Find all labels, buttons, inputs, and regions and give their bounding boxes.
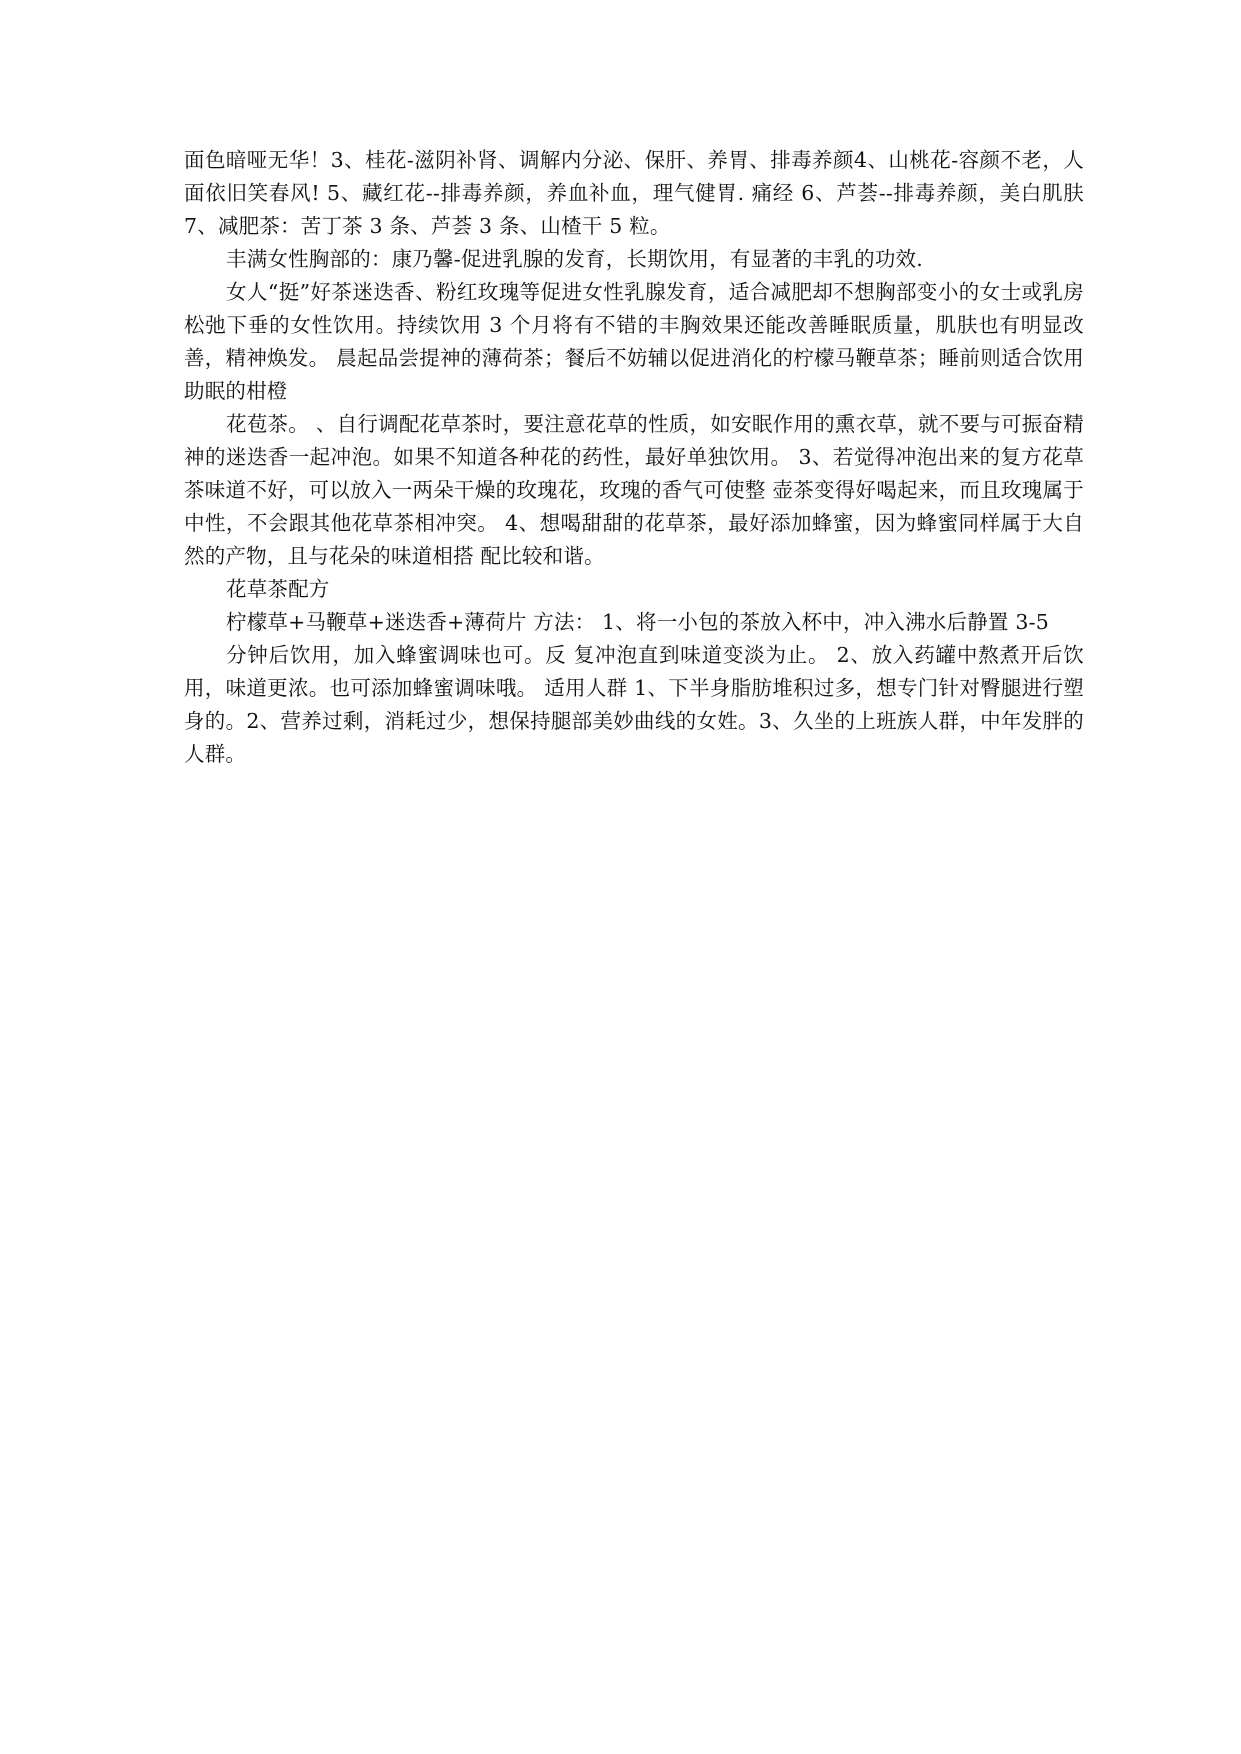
paragraph-mixing-tips: 花苞茶。 、自行调配花草茶时，要注意花草的性质，如安眠作用的熏衣草，就不要与可振奋精 神的迷迭香一起冲泡。如果不知道各种花的药性，最好单独饮用。 3、若觉得冲泡出来的复方花草茶味道不好，可以放入一两朵干燥的玫瑰花，玫瑰的香气可使整 壶茶变得好喝起来，而且玫瑰属于中性，不会跟其他花草茶相冲突。 4、想喝甜甜的花草茶，最好添加蜂蜜，因为蜂蜜同样属于大自然的产物，且与花朵的味道相搭 配比较和谐。 [184,412,1084,568]
paragraph-rosemary-rose-tea: 女人“挺”好茶迷迭香、粉红玫瑰等促进女性乳腺发育，适合减肥却不想胸部变小的女士或乳房松弛下垂的女性饮用。持续饮用 3 个月将有不错的丰胸效果还能改善睡眠质量，肌肤也有明显改善，精神焕发。 晨起品尝提神的薄荷茶；餐后不妨辅以促进消化的柠檬马鞭草茶；睡前则适合饮用助眠的柑橙 [184,280,1084,403]
paragraph-flower-tea-benefits: 面色暗哑无华！3、桂花-滋阴补肾、调解内分泌、保肝、养胃、排毒养颜4、山桃花-容颜不老，人面依旧笑春风! 5、藏红花--排毒养颜，养血补血，理气健胃. 痛经 6、芦荟--排毒养颜，美白肌肤 7、减肥茶：苦丁茶 3 条、芦荟 3 条、山楂干 5 粒。 [184,148,1084,238]
paragraph-recipe-heading: 花草茶配方 [226,577,330,601]
paragraph-recipe-usage: 分钟后饮用，加入蜂蜜调味也可。反 复冲泡直到味道变淡为止。 2、放入药罐中熬煮开后饮用，味道更浓。也可添加蜂蜜调味哦。 适用人群 1、下半身脂肪堆积过多，想专门针对臀腿进行塑身的。2、营养过剩，消耗过少，想保持腿部美妙曲线的女姓。3、久坐的上班族人群，中年发胖的人群。 [184,643,1084,766]
paragraph-carnation: 丰满女性胸部的：康乃馨-促进乳腺的发育，长期饮用，有显著的丰乳的功效. [226,247,923,271]
document-body [184,144,1084,771]
paragraph-recipe-method: 柠檬草+马鞭草+迷迭香+薄荷片 方法： 1、将一小包的茶放入杯中，冲入沸水后静置 3-5 [226,610,1049,634]
